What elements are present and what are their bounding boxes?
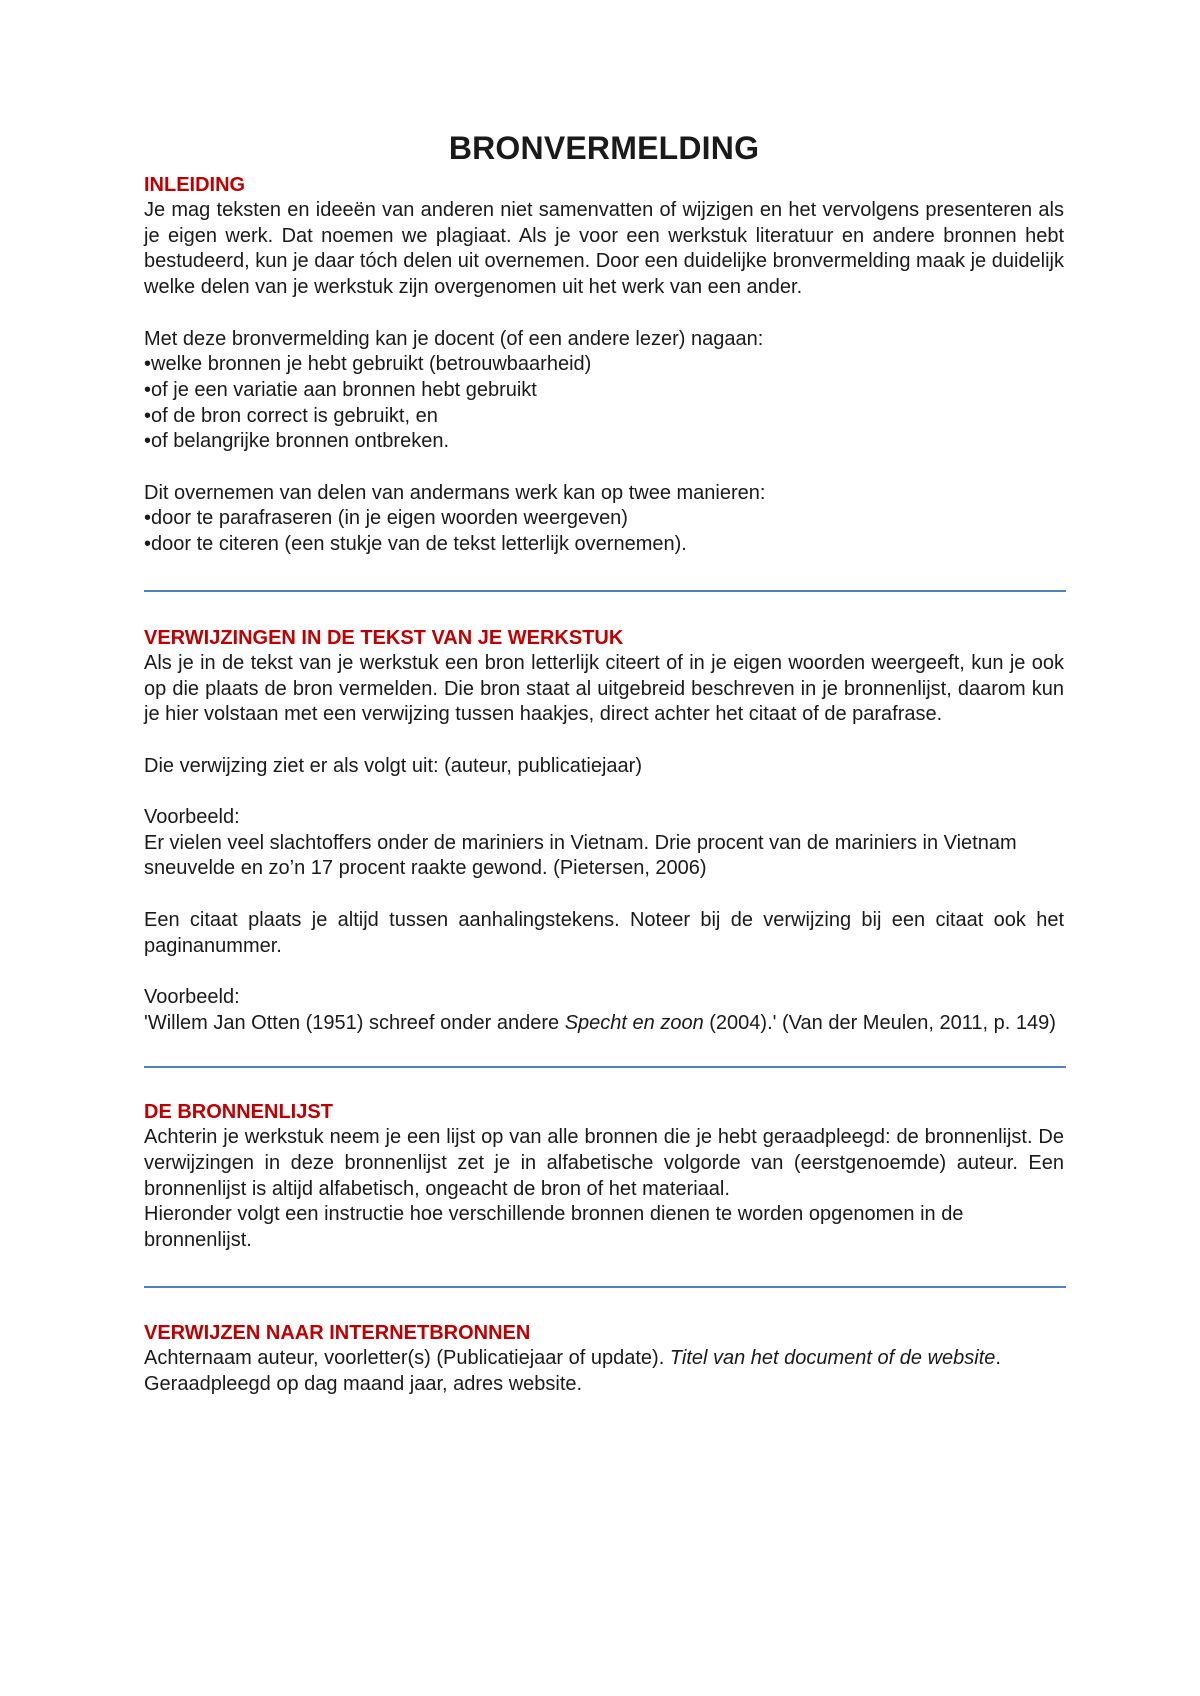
quote-text: 'Willem Jan Otten (1951) schreef onder andere (144, 1011, 565, 1034)
example-quote (144, 1011, 1064, 1037)
format-title: Titel van het document of de website (669, 1346, 996, 1369)
example-text: Er vielen veel slachtoffers onder de mariniers in Vietnam. Drie procent van de mariniers in Vietnam sneuvelde en zo’n 17 procent raakte gewond. (Pietersen, 2006) (144, 831, 1017, 880)
paragraph: Je mag teksten en ideeën van anderen niet samenvatten of wijzigen en het vervolgens presenteren als je eigen werk. Dat noemen we plagiaat. Als je voor een werkstuk literatuur en andere bronnen hebt bestudeerd, kun je daar tóch delen uit overnemen. Door een duidelijke bronvermelding maak je duidelijk welke delen van je werkstuk zijn overgenomen uit het werk van een ander. (144, 199, 1064, 299)
format-text-end: . Geraadpleegd op dag maand jaar, adres website. (144, 1346, 1001, 1395)
list-item: • welke bronnen je hebt gebruikt (betrouwbaarheid) (144, 352, 1064, 378)
example-label: Voorbeeld: (144, 985, 240, 1008)
section-verwijzingen (144, 625, 1064, 1036)
spacer (144, 882, 1064, 908)
spacer (144, 455, 1064, 481)
format-text: Achternaam auteur, voorletter(s) (Publicatiejaar of update). (144, 1346, 670, 1369)
list-item: • of je een variatie aan bronnen hebt gebruikt (144, 378, 1064, 404)
paragraph: Achterin je werkstuk neem je een lijst op van alle bronnen die je hebt geraadpleegd: de bronnenlijst. De verwijzingen in deze bronnenlijst zet je in alfabetische volgorde van (eerstgenoemde) auteur. Een bronnenlijst is altijd alfabetisch, ongeacht de bron of het materiaal. (144, 1126, 1064, 1200)
section-heading: INLEIDING (144, 174, 246, 196)
list-item: • of belangrijke bronnen ontbreken. (144, 429, 1064, 455)
spacer (144, 728, 1064, 754)
spacer (144, 959, 1064, 985)
document-title: BRONVERMELDING (448, 130, 760, 166)
section-internetbronnen (144, 1320, 1064, 1397)
section-heading: VERWIJZINGEN IN DE TEKST VAN JE WERKSTUK (144, 626, 624, 649)
paragraph: Een citaat plaats je altijd tussen aanhalingstekens. Noteer bij de verwijzing bij een citaat ook het paginanummer. (144, 908, 1064, 957)
section-heading: DE BRONNENLIJST (144, 1101, 333, 1124)
book-title: Specht en zoon (564, 1011, 704, 1034)
example-label: Voorbeeld: (144, 806, 240, 828)
paragraph: Die verwijzing ziet er als volgt uit: (auteur, publicatiejaar) (144, 754, 642, 777)
section-heading: VERWIJZEN NAAR INTERNETBRONNEN (144, 1321, 531, 1344)
paragraph: Met deze bronvermelding kan je docent (of een andere lezer) nagaan: (144, 327, 764, 350)
list-item: • door te parafraseren (in je eigen woorden weergeven) (144, 506, 1064, 532)
quote-citation: (2004).' (Van der Meulen, 2011, p. 149) (703, 1011, 1056, 1034)
bullet-list (144, 352, 1064, 455)
list-item: • door te citeren (een stukje van de tekst letterlijk overnemen). (144, 532, 1064, 558)
paragraph: Als je in de tekst van je werkstuk een bron letterlijk citeert of in je eigen woorden weergeeft, kun je ook op die plaats de bron vermelden. Die bron staat al uitgebreid beschreven in je bronnenlijst, daarom kun je hier volstaan met een verwijzing tussen haakjes, direct achter het citaat of de parafrase. (144, 651, 1064, 726)
list-item: • of de bron correct is gebruikt, en (144, 404, 1064, 430)
paragraph: Hieronder volgt een instructie hoe verschillende bronnen dienen te worden opgenomen in de bronnenlijst. (144, 1203, 964, 1252)
spacer (144, 301, 1064, 327)
bullet-list (144, 506, 1064, 557)
section-bronnenlijst (144, 1099, 1064, 1254)
section-inleiding (144, 172, 1064, 558)
paragraph: Dit overnemen van delen van andermans werk kan op twee manieren: (144, 481, 766, 504)
spacer (144, 779, 1064, 805)
document-page (144, 128, 1064, 1397)
reference-format (144, 1346, 1004, 1397)
